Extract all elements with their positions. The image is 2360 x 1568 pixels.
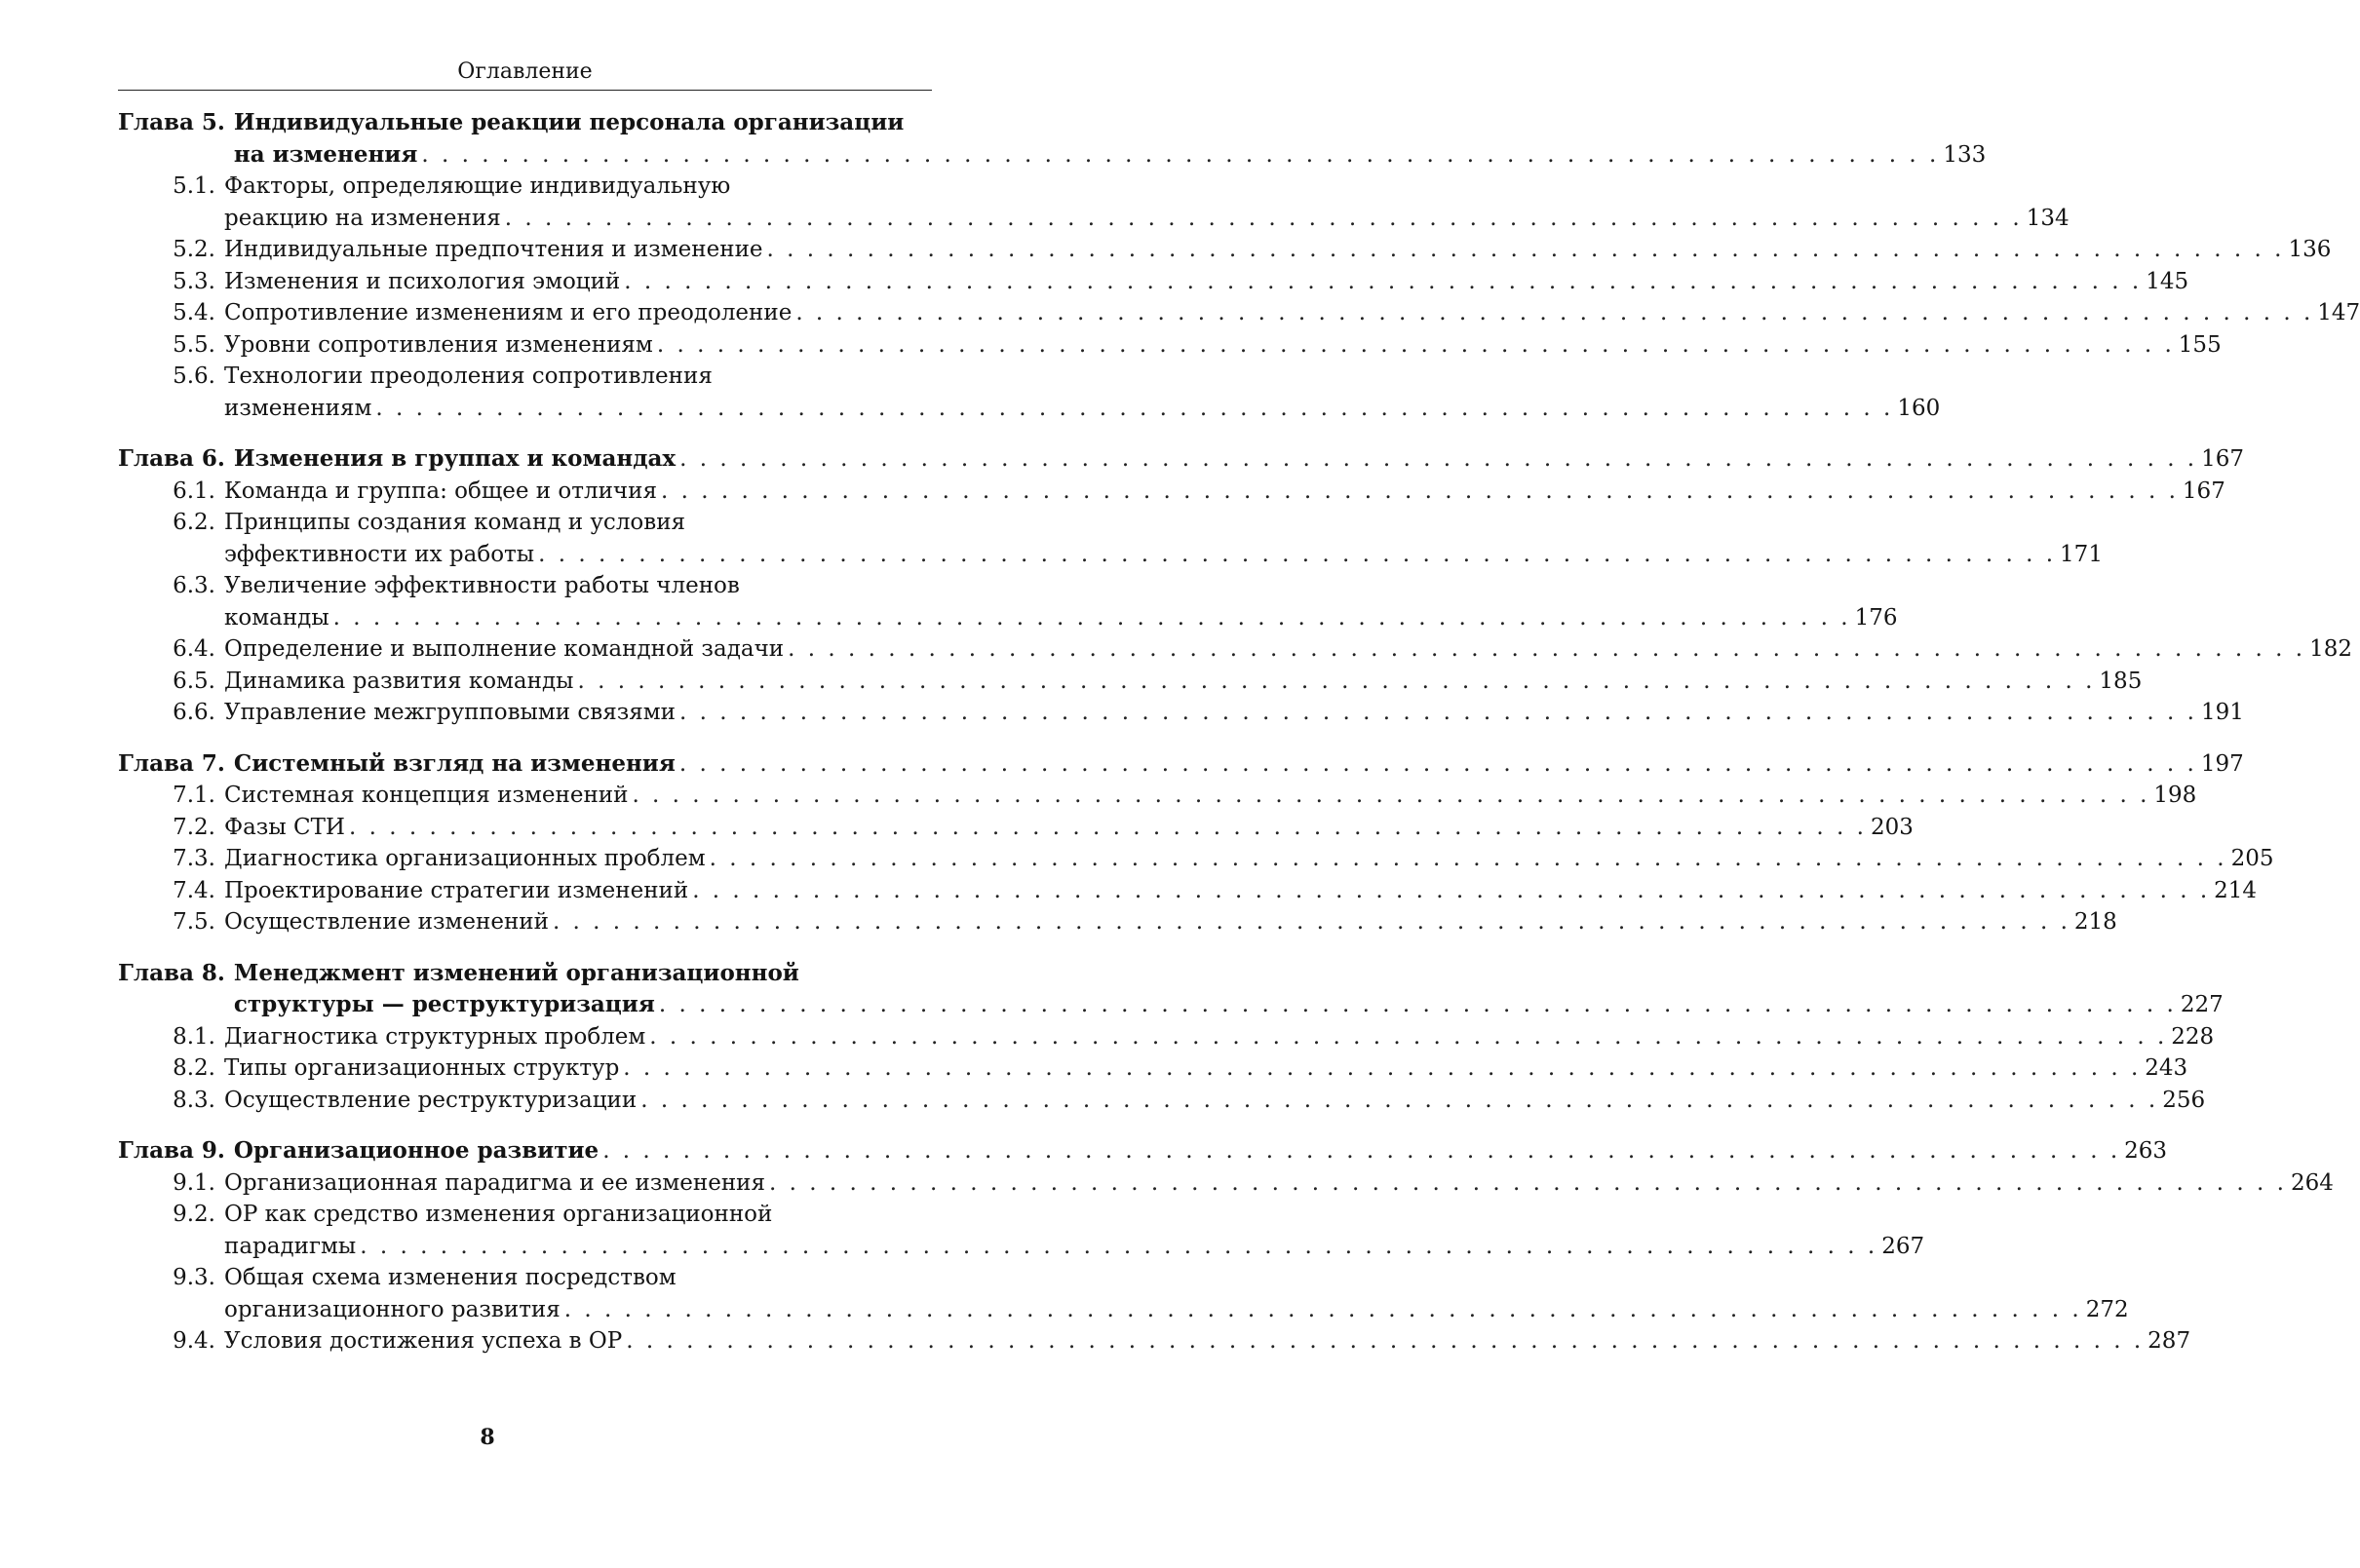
dot-leader: . . . . . . . . . . . . . . . . . . . . . . . . . . . . . . . . . . . . . . . . . . . . . . . . . . . . . . . . . . . . . . . . . . . . . . . . . . . . [421, 141, 1940, 168]
page-ref: 205 [2230, 846, 2274, 871]
chapter-title-line: Системный взгляд на изменения [233, 749, 676, 777]
chapter-block [118, 958, 2224, 1117]
chapter-block [118, 1135, 2334, 1358]
header-rule [118, 90, 932, 91]
page-ref: 167 [2182, 478, 2225, 504]
dot-leader: . . . . . . . . . . . . . . . . . . . . . . . . . . . . . . . . . . . . . . . . . . . . . . . . . . . . . . . . . . . . . . . . . . . . . . . . . . . . [769, 1169, 2287, 1196]
section-number: 7.4. [173, 877, 215, 903]
section-number: 5.6. [173, 363, 215, 389]
dot-leader: . . . . . . . . . . . . . . . . . . . . . . . . . . . . . . . . . . . . . . . . . . . . . . . . . . . . . . . . . . . . . . . . . . . . . . . . . . . . [660, 478, 2179, 504]
toc-section-entry[interactable] [118, 1325, 2191, 1358]
section-title-line: Технологии преодоления сопротивления [224, 363, 713, 389]
section-title-line: Индивидуальные предпочтения и изменение [224, 237, 763, 262]
page-ref: 228 [2171, 1023, 2215, 1050]
section-title-line: организационного развития [224, 1296, 561, 1322]
section-title-line: Факторы, определяющие индивидуальную [224, 173, 731, 199]
section-title-line: Типы организационных структур [224, 1055, 620, 1081]
page-ref: 263 [2124, 1138, 2168, 1164]
toc-section-entry[interactable] [118, 875, 2258, 907]
chapter-number: Глава 7. [118, 749, 225, 777]
toc-section-entry[interactable] [118, 297, 2360, 329]
section-title-line: Диагностика организационных проблем [224, 846, 706, 871]
toc-section-entry[interactable] [118, 234, 2332, 266]
section-number: 6.1. [173, 478, 215, 504]
page-ref: 218 [2073, 909, 2117, 935]
section-title-line: Диагностика структурных проблем [224, 1023, 646, 1050]
toc-chapter-entry[interactable] [118, 748, 2244, 781]
toc-chapter-entry[interactable] [118, 107, 1987, 171]
page-ref: 171 [2060, 541, 2103, 567]
page-ref: 182 [2309, 636, 2352, 662]
toc-section-entry[interactable] [118, 329, 2222, 362]
dot-leader: . . . . . . . . . . . . . . . . . . . . . . . . . . . . . . . . . . . . . . . . . . . . . . . . . . . . . . . . . . . . . . . . . . . . . . . . . . . . [504, 205, 2023, 231]
dot-leader: . . . . . . . . . . . . . . . . . . . . . . . . . . . . . . . . . . . . . . . . . . . . . . . . . . . . . . . . . . . . . . . . . . . . . . . . . . . . [678, 750, 2197, 777]
chapter-title-line: Индивидуальные реакции персонала организации [233, 109, 905, 135]
dot-leader: . . . . . . . . . . . . . . . . . . . . . . . . . . . . . . . . . . . . . . . . . . . . . . . . . . . . . . . . . . . . . . . . . . . . . . . . . . . . [679, 446, 2198, 472]
section-number: 6.3. [173, 573, 215, 598]
section-title-line: Сопротивление изменениям и его преодоление [224, 300, 793, 325]
section-title-line: Организационная парадигма и ее изменения [224, 1169, 766, 1196]
toc-section-entry[interactable] [118, 171, 2070, 234]
dot-leader: . . . . . . . . . . . . . . . . . . . . . . . . . . . . . . . . . . . . . . . . . . . . . . . . . . . . . . . . . . . . . . . . . . . . . . . . . . . . [709, 846, 2227, 871]
section-title-line: Осуществление изменений [224, 909, 549, 935]
toc-section-entry[interactable] [118, 361, 1941, 424]
page-ref: 267 [1881, 1233, 1925, 1259]
toc-section-entry[interactable] [118, 507, 2103, 570]
chapter-block [118, 107, 2360, 424]
dot-leader: . . . . . . . . . . . . . . . . . . . . . . . . . . . . . . . . . . . . . . . . . . . . . . . . . . . . . . . . . . . . . . . . . . . . . . . . . . . . [788, 636, 2306, 662]
dot-leader: . . . . . . . . . . . . . . . . . . . . . . . . . . . . . . . . . . . . . . . . . . . . . . . . . . . . . . . . . . . . . . . . . . . . . . . . . . . . [679, 700, 2197, 725]
section-title-line: Динамика развития команды [224, 668, 574, 694]
toc-section-entry[interactable] [118, 1167, 2334, 1200]
dot-leader: . . . . . . . . . . . . . . . . . . . . . . . . . . . . . . . . . . . . . . . . . . . . . . . . . . . . . . . . . . . . . . . . . . . . . . . . . . . . [375, 395, 1894, 421]
section-number: 6.4. [173, 636, 215, 662]
dot-leader: . . . . . . . . . . . . . . . . . . . . . . . . . . . . . . . . . . . . . . . . . . . . . . . . . . . . . . . . . . . . . . . . . . . . . . . . . . . . [626, 1328, 2145, 1354]
page-ref: 185 [2099, 668, 2143, 694]
section-number: 6.6. [173, 700, 215, 725]
chapter-block [118, 443, 2352, 729]
section-title-line: Осуществление реструктуризации [224, 1087, 638, 1113]
dot-leader: . . . . . . . . . . . . . . . . . . . . . . . . . . . . . . . . . . . . . . . . . . . . . . . . . . . . . . . . . . . . . . . . . . . . . . . . . . . . [632, 783, 2150, 808]
dot-leader: . . . . . . . . . . . . . . . . . . . . . . . . . . . . . . . . . . . . . . . . . . . . . . . . . . . . . . . . . . . . . . . . . . . . . . . . . . . . [656, 331, 2175, 358]
page-ref: 198 [2153, 783, 2197, 808]
section-title-line: команды [224, 604, 329, 631]
page-ref: 147 [2317, 300, 2360, 325]
dot-leader: . . . . . . . . . . . . . . . . . . . . . . . . . . . . . . . . . . . . . . . . . . . . . . . . . . . . . . . . . . . . . . . . . . . . . . . . . . . . [602, 1138, 2121, 1164]
toc-section-entry[interactable] [118, 812, 1914, 844]
dot-leader: . . . . . . . . . . . . . . . . . . . . . . . . . . . . . . . . . . . . . . . . . . . . . . . . . . . . . . . . . . . . . . . . . . . . . . . . . . . . [563, 1296, 2082, 1322]
section-number: 9.1. [173, 1169, 215, 1196]
page-ref: 264 [2290, 1169, 2334, 1196]
section-number: 9.2. [173, 1202, 215, 1227]
toc-section-entry[interactable] [118, 697, 2244, 729]
toc-section-entry[interactable] [118, 1052, 2188, 1085]
running-header: Оглавление [457, 59, 593, 84]
dot-leader: . . . . . . . . . . . . . . . . . . . . . . . . . . . . . . . . . . . . . . . . . . . . . . . . . . . . . . . . . . . . . . . . . . . . . . . . . . . . [623, 1055, 2142, 1081]
dot-leader: . . . . . . . . . . . . . . . . . . . . . . . . . . . . . . . . . . . . . . . . . . . . . . . . . . . . . . . . . . . . . . . . . . . . . . . . . . . . [640, 1087, 2159, 1113]
page-ref: 191 [2200, 700, 2244, 725]
page-ref: 227 [2180, 992, 2224, 1017]
toc-section-entry[interactable] [118, 1021, 2215, 1053]
toc-section-entry[interactable] [118, 1199, 1925, 1262]
section-number: 9.4. [173, 1328, 215, 1354]
section-title-line: Определение и выполнение командной задачи [224, 636, 785, 662]
dot-leader: . . . . . . . . . . . . . . . . . . . . . . . . . . . . . . . . . . . . . . . . . . . . . . . . . . . . . . . . . . . . . . . . . . . . . . . . . . . . [649, 1023, 2168, 1050]
toc-section-entry[interactable] [118, 266, 2189, 298]
section-title-line: Общая схема изменения посредством [224, 1265, 677, 1290]
section-number: 6.2. [173, 510, 215, 535]
toc-section-entry[interactable] [118, 666, 2143, 698]
section-number: 8.2. [173, 1055, 215, 1081]
section-title-line: парадигмы [224, 1233, 357, 1259]
dot-leader: . . . . . . . . . . . . . . . . . . . . . . . . . . . . . . . . . . . . . . . . . . . . . . . . . . . . . . . . . . . . . . . . . . . . . . . . . . . . [766, 237, 2285, 262]
section-title-line: Управление межгрупповыми связями [224, 700, 677, 725]
toc-section-entry[interactable] [118, 476, 2225, 508]
dot-leader: . . . . . . . . . . . . . . . . . . . . . . . . . . . . . . . . . . . . . . . . . . . . . . . . . . . . . . . . . . . . . . . . . . . . . . . . . . . . [360, 1233, 1878, 1259]
dot-leader: . . . . . . . . . . . . . . . . . . . . . . . . . . . . . . . . . . . . . . . . . . . . . . . . . . . . . . . . . . . . . . . . . . . . . . . . . . . . [658, 992, 2177, 1017]
section-number: 9.3. [173, 1265, 215, 1290]
section-title-line: Увеличение эффективности работы членов [224, 573, 740, 598]
dot-leader: . . . . . . . . . . . . . . . . . . . . . . . . . . . . . . . . . . . . . . . . . . . . . . . . . . . . . . . . . . . . . . . . . . . . . . . . . . . . [332, 604, 1851, 631]
chapter-number: Глава 8. [118, 959, 225, 986]
toc-section-entry[interactable] [118, 843, 2274, 875]
chapter-title-line: Изменения в группах и командах [233, 445, 677, 472]
page-ref: 176 [1854, 604, 1898, 631]
chapter-number: Глава 5. [118, 109, 225, 135]
toc-section-entry[interactable] [118, 780, 2197, 812]
page-ref: 145 [2146, 268, 2189, 294]
section-title-line: Команда и группа: общее и отличия [224, 478, 657, 504]
section-title-line: Условия достижения успеха в ОР [224, 1328, 623, 1354]
section-number: 8.1. [173, 1023, 215, 1050]
toc-section-entry[interactable] [118, 1085, 2206, 1117]
page-ref: 272 [2085, 1296, 2129, 1322]
section-title-line: Принципы создания команд и условия [224, 510, 686, 535]
dot-leader: . . . . . . . . . . . . . . . . . . . . . . . . . . . . . . . . . . . . . . . . . . . . . . . . . . . . . . . . . . . . . . . . . . . . . . . . . . . . [538, 541, 2057, 567]
toc-section-entry[interactable] [118, 906, 2117, 938]
page-ref: 256 [2162, 1087, 2206, 1113]
page-ref: 243 [2145, 1055, 2188, 1081]
section-number: 6.5. [173, 668, 215, 694]
page-number: 8 [480, 1425, 495, 1450]
section-title-line: Проектирование стратегии изменений [224, 877, 689, 903]
toc-section-entry[interactable] [118, 633, 2352, 666]
dot-leader: . . . . . . . . . . . . . . . . . . . . . . . . . . . . . . . . . . . . . . . . . . . . . . . . . . . . . . . . . . . . . . . . . . . . . . . . . . . . [348, 814, 1867, 840]
section-number: 5.4. [173, 300, 215, 325]
chapter-number: Глава 9. [118, 1137, 225, 1164]
dot-leader: . . . . . . . . . . . . . . . . . . . . . . . . . . . . . . . . . . . . . . . . . . . . . . . . . . . . . . . . . . . . . . . . . . . . . . . . . . . . [577, 668, 2096, 694]
section-number: 7.1. [173, 783, 215, 808]
section-title-line: эффективности их работы [224, 541, 535, 567]
page-ref: 203 [1870, 814, 1914, 840]
page-ref: 134 [2026, 205, 2070, 231]
section-number: 7.2. [173, 814, 215, 840]
chapter-title-line: на изменения [233, 140, 418, 168]
page-ref: 214 [2214, 877, 2258, 903]
section-number: 5.5. [173, 331, 215, 358]
page-ref: 197 [2200, 750, 2244, 777]
chapter-block [118, 748, 2274, 938]
page-ref: 287 [2147, 1328, 2191, 1354]
page-ref: 133 [1943, 141, 1987, 168]
dot-leader: . . . . . . . . . . . . . . . . . . . . . . . . . . . . . . . . . . . . . . . . . . . . . . . . . . . . . . . . . . . . . . . . . . . . . . . . . . . . [795, 300, 2314, 325]
section-number: 7.3. [173, 846, 215, 871]
chapter-number: Глава 6. [118, 445, 225, 472]
section-number: 8.3. [173, 1087, 215, 1113]
section-title-line: ОР как средство изменения организационной [224, 1202, 773, 1227]
section-title-line: Системная концепция изменений [224, 783, 629, 808]
section-number: 5.3. [173, 268, 215, 294]
dot-leader: . . . . . . . . . . . . . . . . . . . . . . . . . . . . . . . . . . . . . . . . . . . . . . . . . . . . . . . . . . . . . . . . . . . . . . . . . . . . [692, 877, 2211, 903]
toc-section-entry[interactable] [118, 570, 1898, 633]
toc-chapter-entry[interactable] [118, 958, 2224, 1021]
section-number: 5.2. [173, 237, 215, 262]
page-ref: 136 [2288, 237, 2332, 262]
section-number: 7.5. [173, 909, 215, 935]
table-of-contents [118, 107, 2360, 1377]
dot-leader: . . . . . . . . . . . . . . . . . . . . . . . . . . . . . . . . . . . . . . . . . . . . . . . . . . . . . . . . . . . . . . . . . . . . . . . . . . . . [624, 268, 2143, 294]
section-title-line: Уровни сопротивления изменениям [224, 331, 653, 358]
toc-section-entry[interactable] [118, 1262, 2129, 1325]
section-title-line: реакцию на изменения [224, 205, 501, 231]
chapter-title-line: Организационное развитие [233, 1137, 600, 1164]
page-ref: 155 [2178, 331, 2222, 358]
dot-leader: . . . . . . . . . . . . . . . . . . . . . . . . . . . . . . . . . . . . . . . . . . . . . . . . . . . . . . . . . . . . . . . . . . . . . . . . . . . . [552, 909, 2070, 935]
chapter-title-line: Менеджмент изменений организационной [233, 959, 799, 986]
section-title-line: Изменения и психология эмоций [224, 268, 621, 294]
page-ref: 160 [1897, 395, 1941, 421]
page-ref: 167 [2201, 446, 2245, 472]
section-number: 5.1. [173, 173, 215, 199]
section-title-line: Фазы СТИ [224, 814, 345, 840]
toc-chapter-entry[interactable] [118, 1135, 2168, 1167]
toc-chapter-entry[interactable] [118, 443, 2245, 476]
section-title-line: изменениям [224, 395, 372, 421]
chapter-title-line: структуры — реструктуризация [233, 991, 655, 1017]
